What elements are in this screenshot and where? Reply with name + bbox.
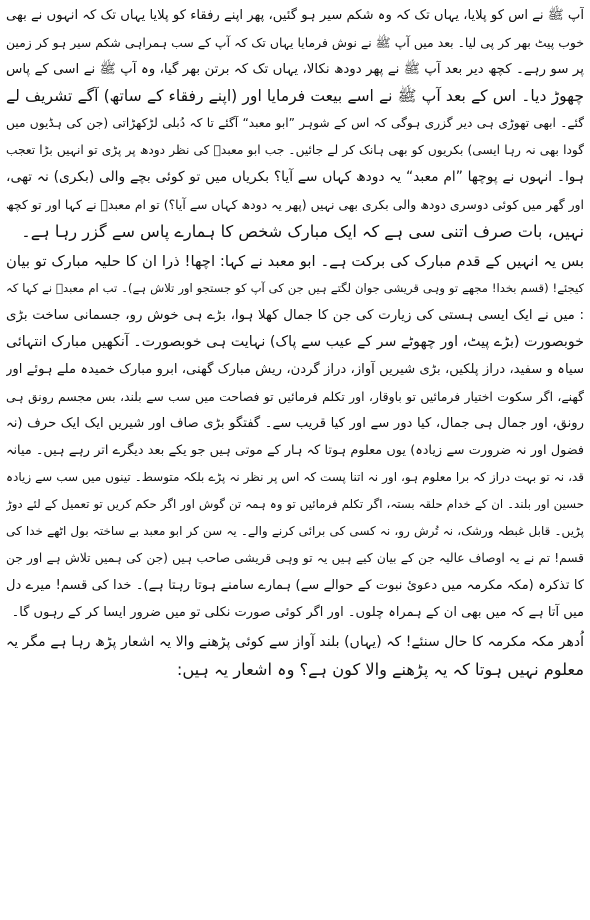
text-line: میں آتا ہے کہ میں بھی ان کے ہمراہ چلوں۔ اور اگر کوئی صورت نکلی تو میں ضرور ایسا کر کے رہوں گا۔ — [11, 605, 584, 620]
text-line: اور گھر میں کوئی دوسری دودھ والی بکری بھی نہیں (پھر یہ دودھ کہاں سے آیا؟) تو ام معبدؓ نے کہا اور تو کچھ — [6, 197, 584, 212]
text-line: کا تذکرہ (مکہ مکرمہ میں دعوئ نبوت کے حوالے سے) ہمارے سامنے ہوتا رہتا ہے)۔ خدا کی قسم! میرے دل — [6, 578, 584, 593]
text-line: چھوڑ دیا۔ اس کے بعد آپ ﷺ نے اسے بیعت فرمایا اور (اپنے رفقاء کے ساتھ) آگے تشریف لے — [6, 87, 584, 105]
text-line: آپ ﷺ نے اس کو پلایا، یہاں تک کہ وہ شکم سیر ہو گئیں، پھر اپنے رفقاء کو پلایا یہاں تک کہ انہوں نے بھی — [6, 8, 584, 23]
paragraph — [6, 2, 584, 245]
text-line: پڑیں۔ قابل غبطہ ورشک، نہ تُرش رو، نہ کسی کی برائی کرنے والے۔ یہ سن کر ابو معبد بے ساختہ بول اٹھے خدا کی — [6, 524, 584, 538]
text-line: بس یہ انہیں کے قدم مبارک کی برکت ہے۔ ابو معبد نے کہا: اچھا! ذرا ان کا حلیہ مبارک تو بیان — [6, 253, 584, 270]
text-line: قسم! تم نے یہ اوصاف عالیہ جن کے بیان کیے ہیں یہ تو وہی قریشی صاحب ہیں (جن کی ہمیں تلاش ہے اور جن — [6, 551, 584, 565]
text-line: گھنے، اگر سکوت اختیار فرمائیں تو باوقار، اور تکلم فرمائیں تو فصاحت میں سب سے بلند، بس مجسم رونق ہی — [6, 389, 584, 404]
text-line: نہیں، بات صرف اتنی سی ہے کہ ایک مبارک شخص کا ہمارے پاس سے گزر رہا ہے۔ — [21, 222, 584, 241]
paragraph — [6, 248, 584, 626]
text-line: ہوا۔ انہوں نے پوچھا ”ام معبد“ یہ دودھ کہاں سے آیا؟ بکریاں میں تو کوئی بچے والی (بکری) نہ تھی، — [6, 169, 584, 185]
text-line: : میں نے ایک ایسی ہستی کی زیارت کی جن کا جمال کھلا ہوا، بڑے ہی خوش رو، جسمانی ساخت بڑی — [6, 308, 584, 323]
text-line: حسین اور بلند۔ ان کے خدام حلقہ بستہ، اگر تکلم فرمائیں تو وہ ہمہ تن گوش اور اگر حکم کریں تو تعمیل کے لئے دوڑ — [6, 497, 584, 511]
text-line: کیجئے! (قسم بخدا! مجھے تو وہی قریشی جوان لگتے ہیں جن کی آپ کو جستجو اور تلاش ہے)۔ تب ام معبدؓ نے کہا کہ — [6, 281, 584, 295]
text-line: فضول اور نہ ضرورت سے زیادہ) یوں معلوم ہوتا کہ ہار کے موتی ہیں جو یکے بعد دیگرے اتر رہے ہیں۔ میانہ — [6, 443, 584, 458]
text-line: قد، نہ تو بہت دراز کہ برا معلوم ہو، اور نہ اتنا پست کہ اس پر نظر نہ پڑے بلکہ متوسط۔ تینوں میں سب سے زیادہ — [6, 470, 584, 484]
text-line: معلوم نہیں ہوتا کہ یہ پڑھنے والا کون ہے؟ وہ اشعار یہ ہیں: — [176, 660, 584, 679]
text-line: اُدھر مکہ مکرمہ کا حال سنئے! کہ (یہاں) بلند آواز سے کوئی پڑھنے والا یہ اشعار پڑھ رہا ہے مگر یہ — [6, 634, 584, 650]
text-line: سیاہ و سفید، دراز پلکیں، بڑی شیریں آواز، دراز گردن، ریش مبارک گھنی، ابرو مبارک خمیدہ ملے ہوئے اور — [6, 362, 584, 377]
text-line: رونق، اور جمال ہی جمال، کیا دور سے اور کیا قریب سے۔ گفتگو بڑی صاف اور شیریں ایک ایک حرف (نہ — [6, 416, 584, 431]
text-line: پر سو رہے۔ کچھ دیر بعد آپ ﷺ نے پھر دودھ نکالا، یہاں تک کہ برتن بھر گیا، وہ آپ ﷺ نے اسی کے پاس — [6, 62, 584, 77]
text-line: گئے۔ ابھی تھوڑی ہی دیر گزری ہوگی کہ اس کے شوہر ”ابو معبد“ آگئے تا کہ دُبلی لڑکھڑاتی (جن کی ہڈیوں میں — [6, 116, 584, 130]
text-line: خوب پیٹ بھر کر پی لیا۔ بعد میں آپ ﷺ نے نوش فرمایا یہاں تک کہ آپ کے سب ہمراہی شکم سیر ہو کر زمین — [6, 35, 584, 50]
text-line: خوبصورت (بڑے پیٹ، اور چھوٹے سر کے عیب سے پاک) نہایت ہی خوبصورت۔ آنکھیں مبارک انتہائی — [6, 334, 584, 350]
paragraph — [6, 629, 584, 683]
text-line: گودا بھی نہ رہا ایسی) بکریوں کو بھی ہانک کر لے جائیں۔ جب ابو معبدؓ کی نظر دودھ پر پڑی تو انہیں بڑا تعجب — [6, 143, 584, 157]
